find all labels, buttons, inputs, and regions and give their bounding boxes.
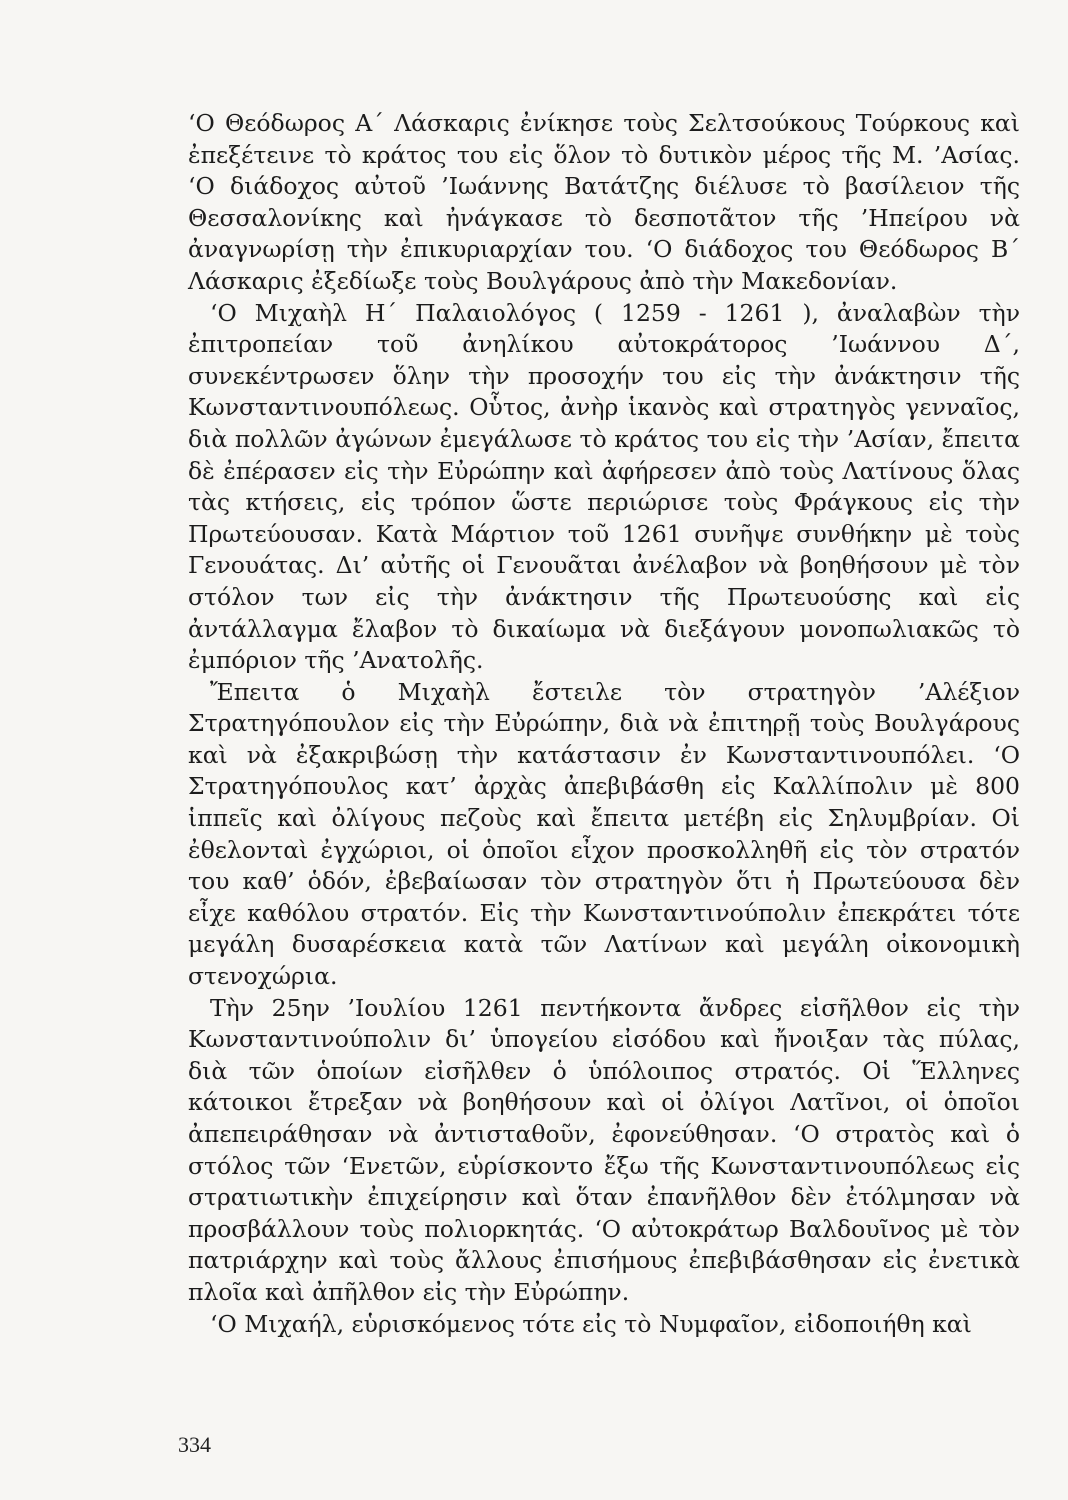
paragraph: ‘Ο Θεόδωρος Α΄ Λάσκαρις ἐνίκησε τοὺς Σελτσούκους Τούρκους καὶ ἐπεξέτεινε τὸ κράτος του εἰς ὅλον τὸ δυτικὸν μέρος τῆς Μ. ’Ασίας. ‘Ο διάδοχος αὐτοῦ ’Ιωάννης Βατάτζης διέλυσε τὸ βασίλειον τῆς Θεσσαλονίκης καὶ ἠνάγκασε τὸ δεσποτᾶτον τῆς ’Ηπείρου νὰ ἀναγνωρίσῃ τὴν ἐπικυριαρχίαν του. ‘Ο διάδοχος του Θεόδωρος Β΄ Λάσκαρις ἐξεδίωξε τοὺς Βουλγάρους ἀπὸ τὴν Μακεδονίαν. <box>188 109 1020 295</box>
page-number: 334 <box>178 1432 211 1457</box>
paragraph: Τὴν 25ην ’Ιουλίου 1261 πεντήκοντα ἄνδρες εἰσῆλθον εἰς τὴν Κωνσταντινούπολιν δι’ ὑπογείου εἰσόδου καὶ ἤνοιξαν τὰς πύλας, διὰ τῶν ὁποίων εἰσῆλθεν ὁ ὑπόλοιπος στρατός. Οἱ Ἕλληνες κάτοικοι ἔτρεξαν νὰ βοηθήσουν καὶ οἱ ὀλίγοι Λατῖνοι, οἱ ὁποῖοι ἀπεπειράθησαν νὰ ἀντισταθοῦν, ἐφονεύθησαν. ‘Ο στρατὸς καὶ ὁ στόλος τῶν ‘Ενετῶν, εὑρίσκοντο ἔξω τῆς Κωνσταντινουπόλεως εἰς στρατιωτικὴν ἐπιχείρησιν καὶ ὅταν ἐπανῆλθον δὲν ἐτόλμησαν νὰ προσβάλλουν τοὺς πολιορκητάς. ‘Ο αὐτοκράτωρ Βαλδουῖνος μὲ τὸν πατριάρχην καὶ τοὺς ἄλλους ἐπισήμους ἐπεβιβάσθησαν εἰς ἐνετικὰ πλοῖα καὶ ἀπῆλθον εἰς τὴν Εὐρώπην. <box>188 993 1020 1306</box>
paragraph: ‘Ο Μιχαὴλ Η΄ Παλαιολόγος ( 1259 - 1261 ), ἀναλαβὼν τὴν ἐπιτροπείαν τοῦ ἀνηλίκου αὐτοκράτορος ’Ιωάννου Δ΄, συνεκέντρωσεν ὅλην τὴν προσοχήν του εἰς τὴν ἀνάκτησιν τῆς Κωνσταντινουπόλεως. Οὗτος, ἀνὴρ ἱκανὸς καὶ στρατηγὸς γενναῖος, διὰ πολλῶν ἀγώνων ἐμεγάλωσε τὸ κράτος του εἰς τὴν ’Ασίαν, ἔπειτα δὲ ἐπέρασεν εἰς τὴν Εὐρώπην καὶ ἀφήρεσεν ἀπὸ τοὺς Λατίνους ὅλας τὰς κτήσεις, εἰς τρόπον ὥστε περιώρισε τοὺς Φράγκους εἰς τὴν Πρωτεύουσαν. Κατὰ Μάρτιον τοῦ 1261 συνῆψε συνθήκην μὲ τοὺς Γενουάτας. Δι’ αὐτῆς οἱ Γενουᾶται ἀνέλαβον νὰ βοηθήσουν μὲ τὸν στόλον των εἰς τὴν ἀνάκτησιν τῆς Πρωτευούσης καὶ εἰς ἀντάλλαγμα ἔλαβον τὸ δικαίωμα νὰ διεξάγουν μονοπωλιακῶς τὸ ἐμπόριον τῆς ’Ανατολῆς. <box>188 298 1020 675</box>
paragraph: Ἔπειτα ὁ Μιχαὴλ ἔστειλε τὸν στρατηγὸν ’Αλέξιον Στρατηγόπουλον εἰς τὴν Εὐρώπην, διὰ νὰ ἐπιτηρῇ τοὺς Βουλγάρους καὶ νὰ ἐξακριβώσῃ τὴν κατάστασιν ἐν Κωνσταντινουπόλει. ‘Ο Στρατηγόπουλος κατ’ ἀρχὰς ἀπεβιβάσθη εἰς Καλλίπολιν μὲ 800 ἱππεῖς καὶ ὀλίγους πεζοὺς καὶ ἔπειτα μετέβη εἰς Σηλυμβρίαν. Οἱ ἐθελονταὶ ἐγχώριοι, οἱ ὁποῖοι εἶχον προσκολληθῆ εἰς τὸν στρατόν του καθ’ ὁδόν, ἐβεβαίωσαν τὸν στρατηγὸν ὅτι ἡ Πρωτεύουσα δὲν εἶχε καθόλου στρατόν. Εἰς τὴν Κωνσταντινούπολιν ἐπεκράτει τότε μεγάλη δυσαρέσκεια κατὰ τῶν Λατίνων καὶ μεγάλη οἰκονομικὴ στενοχώρια. <box>188 677 1020 991</box>
page-body-text <box>188 108 1020 1340</box>
paragraph: ‘Ο Μιχαήλ, εὑρισκόμενος τότε εἰς τὸ Νυμφαῖον, εἰδοποιήθη καὶ <box>210 1309 972 1338</box>
